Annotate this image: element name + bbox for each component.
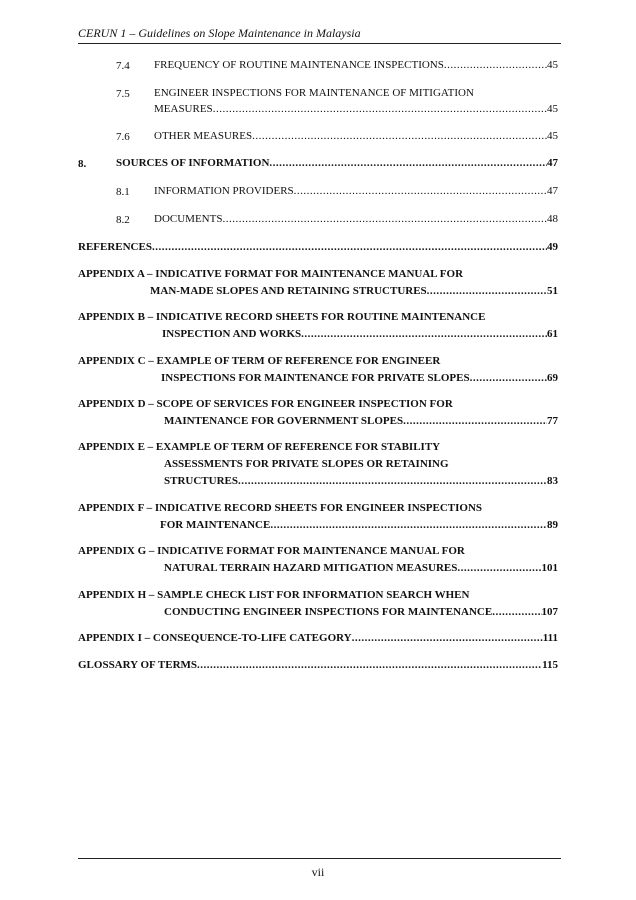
toc-page-number: 45 [547,130,558,142]
dot-leader [352,632,543,644]
toc-entry-appendix-d[interactable] [164,415,558,429]
toc-entry-title: SOURCES OF INFORMATION [116,157,270,169]
toc-entry-title-line1[interactable]: APPENDIX D – SCOPE OF SERVICES FOR ENGINEER INSPECTION FOR [78,398,453,410]
toc-number: 8.2 [116,214,130,226]
dot-leader [301,328,547,340]
toc-page-number: 89 [547,519,558,531]
toc-entry-glossary[interactable] [78,659,558,673]
toc-entry-title: GLOSSARY OF TERMS [78,659,198,671]
dot-leader [270,519,547,531]
toc-page-number: 69 [547,372,558,384]
dot-leader [213,103,547,115]
toc-entry-title-line2: MAN-MADE SLOPES AND RETAINING STRUCTURES [150,285,427,297]
toc-entry-title-line2: INSPECTION AND WORKS [162,328,302,340]
toc-entry-title-line2: MEASURES [154,103,213,115]
dot-leader [427,285,547,297]
toc-entry-title-line2: INSPECTIONS FOR MAINTENANCE FOR PRIVATE SLOPES [161,372,470,384]
toc-entry-title-line2: FOR MAINTENANCE [160,519,271,531]
toc-entry-appendix-f[interactable] [160,519,558,533]
toc-number: 7.6 [116,131,130,143]
dot-leader [444,59,547,71]
toc-entry-title-line2: NATURAL TERRAIN HAZARD MITIGATION MEASURES [164,562,458,574]
dot-leader [457,562,541,574]
toc-number: 7.4 [116,60,130,72]
toc-entry-title-line2[interactable]: ASSESSMENTS FOR PRIVATE SLOPES OR RETAINING [164,458,449,470]
toc-entry-title-line1[interactable]: APPENDIX F – INDICATIVE RECORD SHEETS FOR ENGINEER INSPECTIONS [78,502,483,514]
toc-number: 7.5 [116,88,130,100]
toc-entry-8-1[interactable] [154,185,558,199]
toc-entry-appendix-a[interactable] [150,285,558,299]
toc-entry-title: OTHER MEASURES [154,130,253,142]
toc-entry-title-line2: CONDUCTING ENGINEER INSPECTIONS FOR MAINTENANCE [164,606,493,618]
header-title: CERUN 1 – Guidelines on Slope Maintenance in Malaysia [78,26,361,40]
dot-leader [238,475,547,487]
dot-leader [403,415,547,427]
toc-number: 8.1 [116,186,130,198]
toc-page-number: 111 [542,632,558,644]
toc-entry-appendix-h[interactable] [164,606,558,620]
toc-entry-references[interactable] [78,241,558,255]
dot-leader [492,606,541,618]
toc-entry-title-line1[interactable]: APPENDIX B – INDICATIVE RECORD SHEETS FOR ROUTINE MAINTENANCE [78,311,486,323]
dot-leader [470,372,547,384]
toc-page-number: 83 [547,475,558,487]
toc-entry-appendix-i[interactable] [78,632,558,646]
toc-page-number: 49 [547,241,558,253]
toc-entry-appendix-c[interactable] [161,372,558,386]
toc-entry-7-5[interactable] [154,103,558,117]
toc-page-number: 115 [542,659,558,671]
toc-entry-7-6[interactable] [154,130,558,144]
toc-entry-title-line1[interactable]: APPENDIX A – INDICATIVE FORMAT FOR MAINTENANCE MANUAL FOR [78,268,464,280]
toc-entry-title-line3: STRUCTURES [164,475,238,487]
toc-entry-title: DOCUMENTS [154,213,223,225]
toc-entry-8[interactable] [116,157,558,171]
toc-entry-title-line1[interactable]: APPENDIX E – EXAMPLE OF TERM OF REFERENCE FOR STABILITY [78,441,441,453]
toc-entry-title-line1[interactable]: APPENDIX G – INDICATIVE FORMAT FOR MAINTENANCE MANUAL FOR [78,545,465,557]
toc-page-number: 47 [547,185,558,197]
toc-page-number: 61 [547,328,558,340]
toc-entry-title: REFERENCES [78,241,152,253]
toc-entry-title-line2: MAINTENANCE FOR GOVERNMENT SLOPES [164,415,404,427]
toc-entry-title: INFORMATION PROVIDERS [154,185,294,197]
toc-page-number: 45 [547,59,558,71]
toc-entry-7-4[interactable] [154,59,558,73]
dot-leader [252,130,547,142]
toc-page-number: 101 [541,562,558,574]
page-number: vii [311,865,325,879]
dot-leader [294,185,547,197]
toc-page-number: 77 [547,415,558,427]
toc-entry-title-line1[interactable]: APPENDIX H – SAMPLE CHECK LIST FOR INFORMATION SEARCH WHEN [78,589,470,601]
dot-leader [152,241,547,253]
toc-page-number: 107 [541,606,558,618]
toc-entry-appendix-b[interactable] [162,328,558,342]
footer-rule [78,858,561,859]
toc-page-number: 51 [547,285,558,297]
toc-entry-title: FREQUENCY OF ROUTINE MAINTENANCE INSPECTIONS [154,59,444,71]
toc-page-number: 45 [547,103,558,115]
toc-number: 8. [78,158,87,170]
toc-entry-title: APPENDIX I – CONSEQUENCE-TO-LIFE CATEGORY [78,632,352,644]
dot-leader [222,213,547,225]
toc-page-number: 47 [547,157,558,169]
toc-page-number: 48 [547,213,558,225]
dot-leader [269,157,547,169]
toc-entry-title-line1[interactable]: APPENDIX C – EXAMPLE OF TERM OF REFERENCE FOR ENGINEER [78,355,441,367]
toc-entry-appendix-e[interactable] [164,475,558,489]
toc-entry-title-line1[interactable]: ENGINEER INSPECTIONS FOR MAINTENANCE OF MITIGATION [154,87,474,99]
dot-leader [197,659,542,671]
toc-entry-8-2[interactable] [154,213,558,227]
toc-entry-appendix-g[interactable] [164,562,558,576]
